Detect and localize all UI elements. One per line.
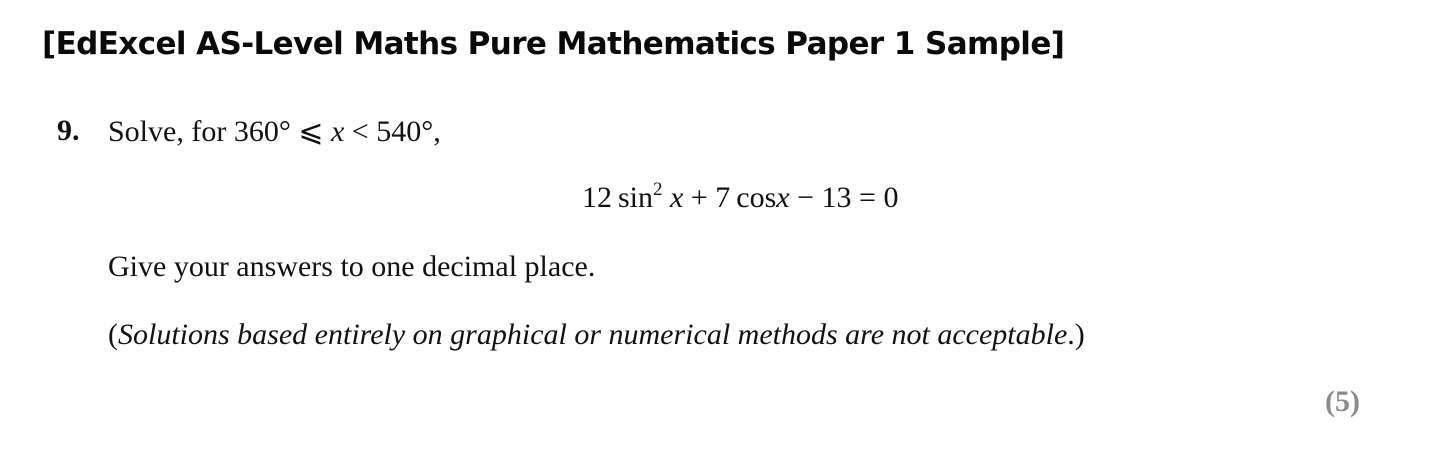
eq-rhs: 0 bbox=[883, 181, 899, 214]
eq-op-minus: − bbox=[797, 181, 815, 214]
note-open: ( bbox=[108, 318, 118, 351]
eq-op-plus: + bbox=[690, 181, 708, 214]
marks-label: (5) bbox=[1325, 385, 1360, 418]
note-close: .) bbox=[1067, 318, 1085, 351]
eq-var-1: x bbox=[670, 181, 684, 214]
eq-func-sin: sin bbox=[618, 181, 654, 214]
eq-equals: = bbox=[859, 181, 876, 214]
eq-coef-cos: 7 bbox=[715, 181, 731, 214]
intro-suffix: < 540°, bbox=[344, 115, 441, 148]
intro-variable: x bbox=[330, 115, 345, 148]
intro-prefix: Solve, for 360° ⩽ bbox=[108, 115, 331, 148]
question-intro bbox=[108, 114, 441, 149]
instruction-text: Give your answers to one decimal place. bbox=[108, 250, 596, 283]
page-title: [EdExcel AS-Level Maths Pure Mathematics Paper 1 Sample] bbox=[42, 26, 1065, 62]
eq-power: 2 bbox=[653, 179, 663, 200]
eq-var-2: x bbox=[776, 181, 790, 214]
eq-coef-sin: 12 bbox=[582, 181, 612, 214]
eq-func-cos: cos bbox=[736, 181, 777, 214]
eq-constant: 13 bbox=[821, 181, 852, 214]
method-note bbox=[108, 318, 1085, 352]
question-number: 9. bbox=[57, 114, 80, 147]
note-text: Solutions based entirely on graphical or numerical methods are not acceptable bbox=[118, 318, 1068, 351]
equation bbox=[582, 181, 898, 215]
